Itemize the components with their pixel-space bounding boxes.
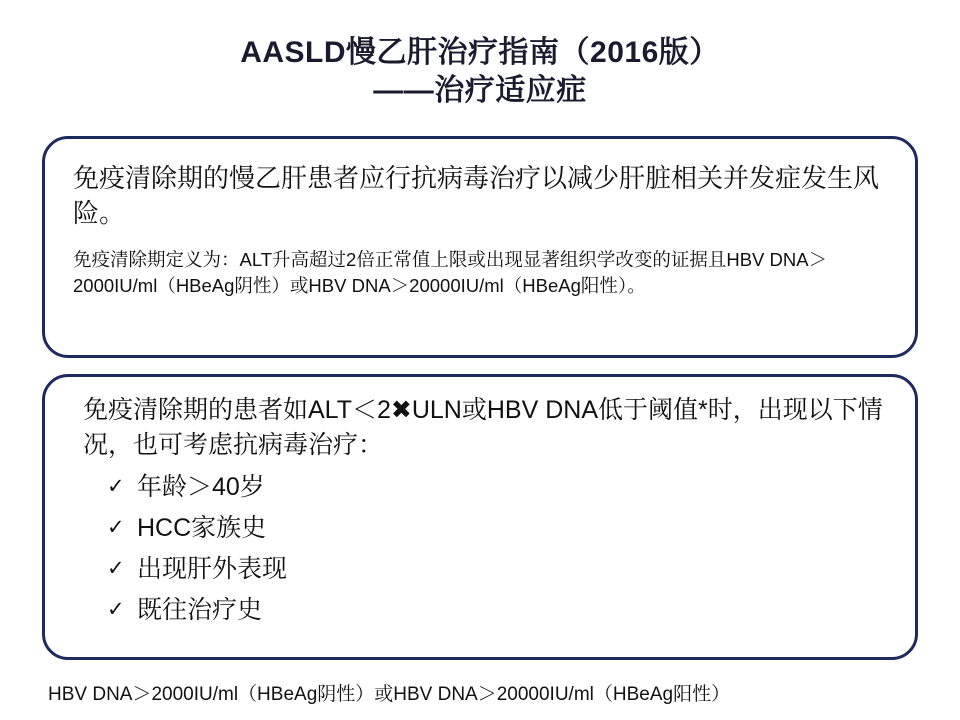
list-item-label: 年龄＞40岁 (137, 473, 265, 501)
criteria-list (107, 475, 887, 639)
list-item (107, 557, 887, 582)
check-icon: ✓ (107, 516, 125, 539)
box1-main-text: 免疫清除期的慢乙肝患者应行抗病毒治疗以减少肝脏相关并发症发生风险。 (73, 163, 880, 229)
list-item (107, 598, 887, 623)
title-line-secondary: ——治疗适应症 (373, 74, 587, 108)
box2-main-text: 免疫清除期的患者如ALT＜2✖ULN或HBV DNA低于阈值*时，出现以下情况，也可考虑抗病毒治疗： (83, 396, 883, 459)
list-item-label: 出现肝外表现 (137, 555, 288, 583)
box1-definition-text: 免疫清除期定义为：ALT升高超过2倍正常值上限或出现显著组织学改变的证据且HBV DNA＞2000IU/ml（HBeAg阴性）或HBV DNA＞20000IU/ml（HBeAg阳性）。 (73, 249, 828, 297)
list-item (107, 475, 887, 500)
check-icon: ✓ (107, 475, 125, 498)
check-icon: ✓ (107, 557, 125, 580)
title-line-primary: AASLD慢乙肝治疗指南（2016版） (240, 36, 720, 69)
list-item-label: HCC家族史 (137, 514, 267, 542)
recommendation-box-primary (42, 136, 918, 358)
page-title (0, 34, 960, 111)
recommendation-box-secondary (42, 374, 918, 660)
check-icon: ✓ (107, 598, 125, 621)
list-item (107, 516, 887, 541)
footnote-text: HBV DNA＞2000IU/ml（HBeAg阴性）或HBV DNA＞20000IU/ml（HBeAg阳性） (48, 684, 731, 705)
list-item-label: 既往治疗史 (137, 596, 263, 624)
